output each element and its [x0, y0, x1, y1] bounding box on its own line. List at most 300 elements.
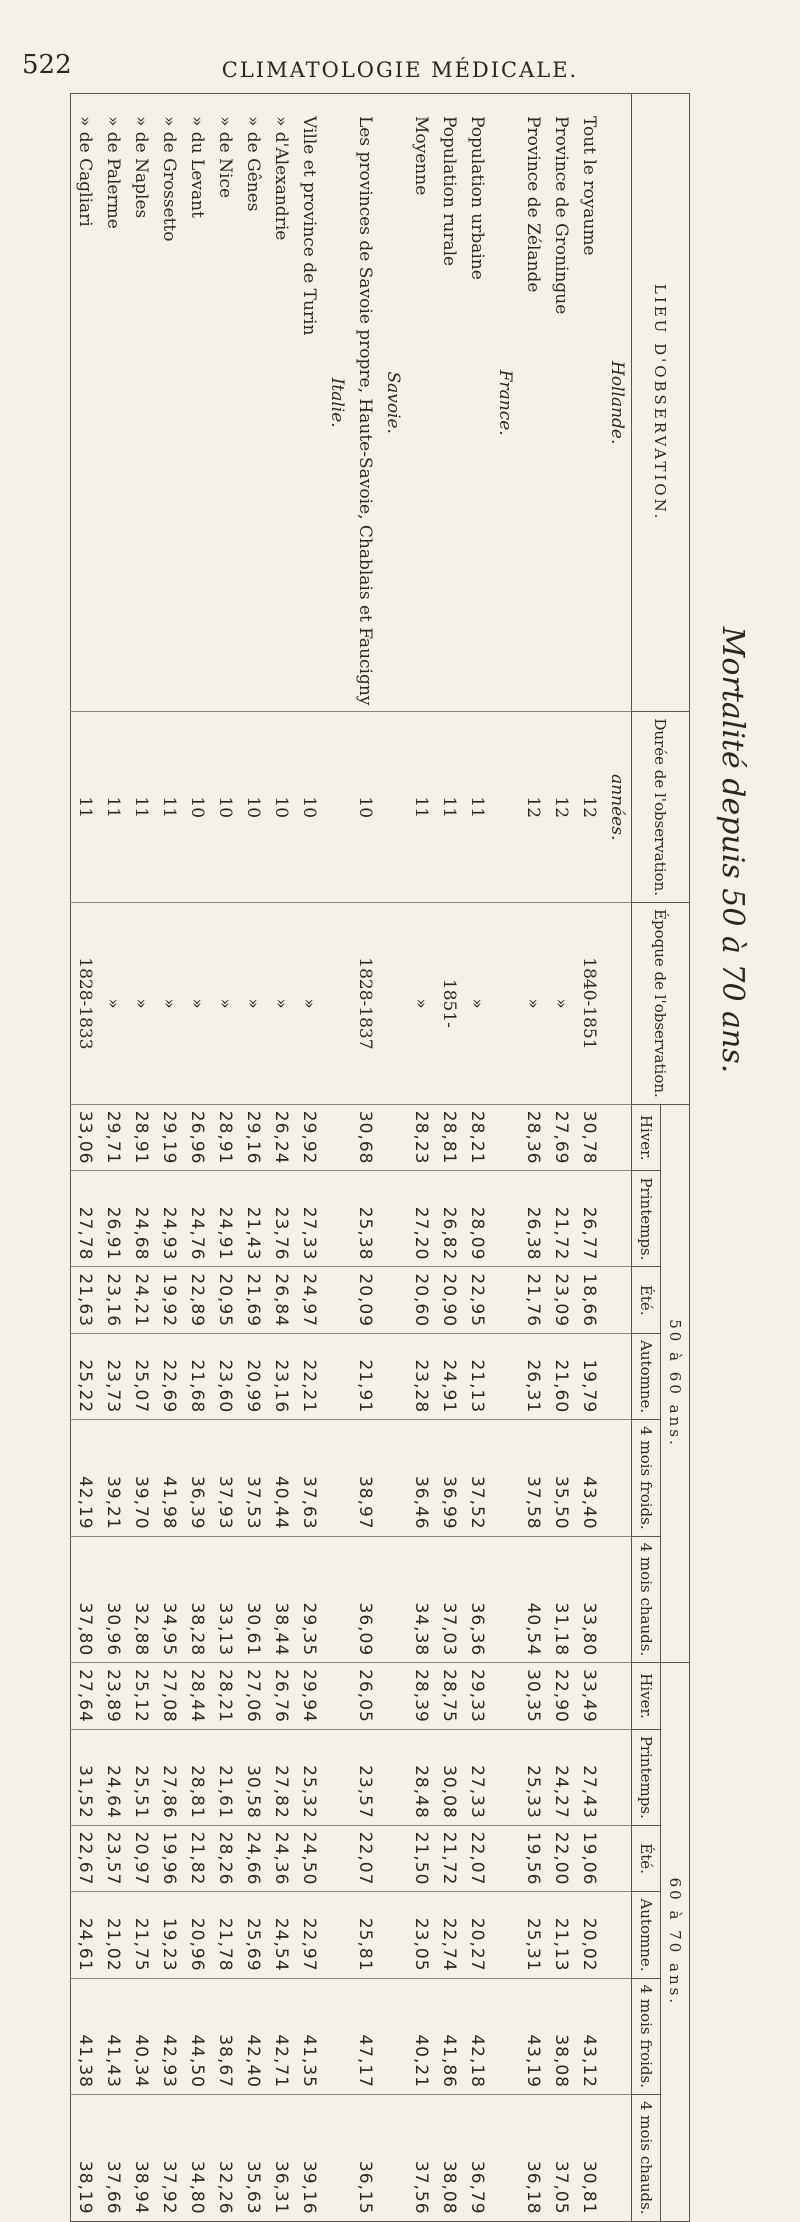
row-value: 22,07 — [463, 1825, 491, 1892]
row-value: 38,08 — [547, 1978, 575, 2094]
row-value: 38,19 — [71, 2094, 100, 2221]
row-value: 23,16 — [99, 1267, 127, 1334]
row-value: 29,94 — [295, 1663, 323, 1730]
column-header: 4 mois froids. — [632, 1420, 661, 1536]
row-label: » de Palerme — [103, 116, 123, 229]
empty-cell — [603, 1663, 632, 1730]
row-value: 28,36 — [519, 1104, 547, 1171]
row-value: 24,68 — [127, 1171, 155, 1267]
table-row — [295, 94, 323, 2222]
row-value: 27,43 — [575, 1729, 603, 1825]
row-value: 26,24 — [267, 1104, 295, 1171]
empty-cell — [323, 1536, 351, 1663]
empty-cell — [379, 2094, 407, 2221]
empty-cell — [491, 1334, 519, 1420]
row-value: 22,00 — [547, 1825, 575, 1892]
row-value: 36,15 — [351, 2094, 379, 2221]
section-title: Italie. — [327, 377, 347, 428]
row-value: 21,72 — [547, 1171, 575, 1267]
row-epoque: » — [519, 903, 547, 1105]
row-value: 25,38 — [351, 1171, 379, 1267]
row-value: 37,53 — [239, 1420, 267, 1536]
row-value: 26,84 — [267, 1267, 295, 1334]
row-value: 38,08 — [435, 2094, 463, 2221]
row-value: 40,44 — [267, 1420, 295, 1536]
empty-cell — [323, 1420, 351, 1536]
row-value: 23,28 — [407, 1334, 435, 1420]
section-row — [603, 94, 632, 2222]
row-epoque: » — [463, 903, 491, 1105]
annees-label — [491, 712, 519, 903]
empty-cell — [323, 903, 351, 1105]
row-epoque: » — [267, 903, 295, 1105]
row-value: 36,39 — [183, 1420, 211, 1536]
row-value: 27,86 — [155, 1729, 183, 1825]
header-group-60-70: 60 à 70 ans. — [661, 1663, 690, 2221]
row-value: 29,16 — [239, 1104, 267, 1171]
empty-cell — [379, 1663, 407, 1730]
side-title: Mortalité depuis 50 à 70 ans. — [715, 626, 750, 1074]
section-title: Savoie. — [383, 371, 403, 434]
row-duree: 11 — [99, 712, 127, 903]
empty-cell — [491, 1420, 519, 1536]
row-value: 38,67 — [211, 1978, 239, 2094]
empty-cell — [323, 1334, 351, 1420]
table-row — [155, 94, 183, 2222]
column-header: Automne. — [632, 1892, 661, 1978]
row-duree: 11 — [407, 712, 435, 903]
empty-cell — [603, 1420, 632, 1536]
row-value: 37,92 — [155, 2094, 183, 2221]
row-value: 32,26 — [211, 2094, 239, 2221]
row-value: 39,70 — [127, 1420, 155, 1536]
row-value: 29,35 — [295, 1536, 323, 1663]
row-value: 36,31 — [267, 2094, 295, 2221]
column-header: 4 mois froids. — [632, 1978, 661, 2094]
row-value: 30,78 — [575, 1104, 603, 1171]
empty-cell — [491, 1892, 519, 1978]
row-value: 20,09 — [351, 1267, 379, 1334]
row-epoque: 1828-1837 — [351, 903, 379, 1105]
table-row — [575, 94, 603, 2222]
empty-cell — [491, 1171, 519, 1267]
row-duree: 12 — [575, 712, 603, 903]
row-value: 23,60 — [211, 1334, 239, 1420]
column-header: Automne. — [632, 1334, 661, 1420]
row-value: 36,99 — [435, 1420, 463, 1536]
row-value: 22,90 — [547, 1663, 575, 1730]
row-value: 24,50 — [295, 1825, 323, 1892]
empty-cell — [379, 1420, 407, 1536]
row-value: 25,32 — [295, 1729, 323, 1825]
row-value: 26,31 — [519, 1334, 547, 1420]
row-duree: 10 — [239, 712, 267, 903]
row-value: 20,02 — [575, 1892, 603, 1978]
column-header: Été. — [632, 1267, 661, 1334]
row-value: 28,21 — [211, 1663, 239, 1730]
row-value: 25,81 — [351, 1892, 379, 1978]
empty-cell — [603, 1825, 632, 1892]
row-label: » de Naples — [131, 116, 151, 219]
row-epoque: » — [547, 903, 575, 1105]
row-value: 30,68 — [351, 1104, 379, 1171]
row-value: 27,78 — [71, 1171, 100, 1267]
row-epoque: » — [183, 903, 211, 1105]
row-value: 26,05 — [351, 1663, 379, 1730]
row-value: 24,36 — [267, 1825, 295, 1892]
row-value: 28,81 — [183, 1729, 211, 1825]
row-value: 28,26 — [211, 1825, 239, 1892]
row-value: 34,95 — [155, 1536, 183, 1663]
row-value: 19,96 — [155, 1825, 183, 1892]
table-row — [547, 94, 575, 2222]
header-epoque: Époque de l'observation. — [632, 903, 690, 1105]
row-value: 43,19 — [519, 1978, 547, 2094]
row-value: 38,44 — [267, 1536, 295, 1663]
row-value: 30,61 — [239, 1536, 267, 1663]
row-value: 25,22 — [71, 1334, 100, 1420]
empty-cell — [323, 2094, 351, 2221]
row-value: 30,81 — [575, 2094, 603, 2221]
row-value: 25,31 — [519, 1892, 547, 1978]
row-value: 26,91 — [99, 1171, 127, 1267]
row-value: 24,76 — [183, 1171, 211, 1267]
empty-cell — [491, 1663, 519, 1730]
section-row — [379, 94, 407, 2222]
row-value: 43,12 — [575, 1978, 603, 2094]
table-row — [239, 94, 267, 2222]
row-value: 21,43 — [239, 1171, 267, 1267]
row-label: Les provinces de Savoie propre, Haute-Savoie, Chablais et Faucigny — [355, 116, 375, 706]
row-value: 33,49 — [575, 1663, 603, 1730]
row-value: 20,95 — [211, 1267, 239, 1334]
empty-cell — [603, 1729, 632, 1825]
empty-cell — [379, 1729, 407, 1825]
row-value: 41,35 — [295, 1978, 323, 2094]
row-value: 30,35 — [519, 1663, 547, 1730]
row-value: 21,78 — [211, 1892, 239, 1978]
row-value: 19,92 — [155, 1267, 183, 1334]
table-row — [463, 94, 491, 2222]
row-value: 47,17 — [351, 1978, 379, 2094]
row-label: » de Grossetto — [159, 116, 179, 242]
section-title: Hollande. — [607, 361, 627, 445]
row-value: 41,43 — [99, 1978, 127, 2094]
row-duree: 10 — [211, 712, 239, 903]
row-value: 23,57 — [351, 1729, 379, 1825]
row-label: Moyenne — [411, 116, 431, 196]
row-value: 39,16 — [295, 2094, 323, 2221]
empty-cell — [323, 1663, 351, 1730]
row-value: 28,44 — [183, 1663, 211, 1730]
annees-label — [379, 712, 407, 903]
empty-cell — [379, 1892, 407, 1978]
empty-cell — [603, 1892, 632, 1978]
row-value: 38,28 — [183, 1536, 211, 1663]
row-value: 24,66 — [239, 1825, 267, 1892]
table-row — [99, 94, 127, 2222]
row-value: 42,93 — [155, 1978, 183, 2094]
empty-cell — [603, 903, 632, 1105]
row-duree: 11 — [127, 712, 155, 903]
table-row — [71, 94, 100, 2222]
table-row — [267, 94, 295, 2222]
row-label: Ville et province de Turin — [299, 116, 319, 336]
row-duree: 10 — [295, 712, 323, 903]
row-value: 28,21 — [463, 1104, 491, 1171]
row-value: 26,77 — [575, 1171, 603, 1267]
row-value: 19,06 — [575, 1825, 603, 1892]
table-row — [211, 94, 239, 2222]
row-epoque: 1828-1833 — [71, 903, 100, 1105]
row-value: 42,40 — [239, 1978, 267, 2094]
row-value: 35,50 — [547, 1420, 575, 1536]
row-value: 22,69 — [155, 1334, 183, 1420]
column-header: Hiver. — [632, 1104, 661, 1171]
empty-cell — [603, 1536, 632, 1663]
row-value: 39,21 — [99, 1420, 127, 1536]
row-value: 22,95 — [463, 1267, 491, 1334]
row-value: 25,51 — [127, 1729, 155, 1825]
empty-cell — [379, 1104, 407, 1171]
row-value: 24,93 — [155, 1171, 183, 1267]
row-value: 21,91 — [351, 1334, 379, 1420]
empty-cell — [603, 1267, 632, 1334]
annees-label — [323, 712, 351, 903]
row-epoque: 1851- — [435, 903, 463, 1105]
column-header: Printemps. — [632, 1171, 661, 1267]
empty-cell — [603, 1334, 632, 1420]
row-value: 21,75 — [127, 1892, 155, 1978]
row-value: 23,09 — [547, 1267, 575, 1334]
row-duree: 10 — [267, 712, 295, 903]
row-duree: 11 — [155, 712, 183, 903]
row-value: 24,64 — [99, 1729, 127, 1825]
row-value: 33,06 — [71, 1104, 100, 1171]
row-value: 27,64 — [71, 1663, 100, 1730]
empty-cell — [379, 1171, 407, 1267]
empty-cell — [491, 1267, 519, 1334]
empty-cell — [491, 1825, 519, 1892]
row-value: 25,07 — [127, 1334, 155, 1420]
row-value: 24,61 — [71, 1892, 100, 1978]
row-value: 28,81 — [435, 1104, 463, 1171]
row-value: 29,33 — [463, 1663, 491, 1730]
page-number: 522 — [22, 50, 72, 80]
row-value: 21,76 — [519, 1267, 547, 1334]
row-duree: 11 — [435, 712, 463, 903]
row-value: 21,63 — [71, 1267, 100, 1334]
row-value: 25,69 — [239, 1892, 267, 1978]
row-value: 36,79 — [463, 2094, 491, 2221]
row-value: 36,18 — [519, 2094, 547, 2221]
row-value: 42,71 — [267, 1978, 295, 2094]
row-value: 21,72 — [435, 1825, 463, 1892]
row-value: 20,96 — [183, 1892, 211, 1978]
row-label: Province de Zélande — [523, 116, 543, 293]
running-head: CLIMATOLOGIE MÉDICALE. — [221, 58, 579, 82]
row-epoque: » — [295, 903, 323, 1105]
empty-cell — [379, 1978, 407, 2094]
row-epoque: » — [407, 903, 435, 1105]
section-title: France. — [495, 369, 515, 436]
empty-cell — [379, 1334, 407, 1420]
empty-cell — [323, 1171, 351, 1267]
row-value: 34,38 — [407, 1536, 435, 1663]
row-value: 24,21 — [127, 1267, 155, 1334]
row-value: 37,63 — [295, 1420, 323, 1536]
header-lieu: LIEU D'OBSERVATION. — [632, 94, 690, 712]
header-group-50-60: 50 à 60 ans. — [661, 1104, 690, 1662]
header-duree: Durée de l'observation. — [632, 712, 690, 903]
mortality-table-wrapper — [70, 93, 690, 2222]
empty-cell — [491, 2094, 519, 2221]
row-value: 20,90 — [435, 1267, 463, 1334]
row-value: 25,33 — [519, 1729, 547, 1825]
row-label: Population rurale — [439, 116, 459, 267]
row-value: 27,20 — [407, 1171, 435, 1267]
row-value: 32,88 — [127, 1536, 155, 1663]
empty-cell — [491, 1104, 519, 1171]
empty-cell — [323, 1892, 351, 1978]
row-value: 40,54 — [519, 1536, 547, 1663]
row-value: 33,80 — [575, 1536, 603, 1663]
empty-cell — [379, 903, 407, 1105]
empty-cell — [323, 1104, 351, 1171]
row-value: 29,19 — [155, 1104, 183, 1171]
column-header: Été. — [632, 1825, 661, 1892]
row-label: » de Nice — [215, 116, 235, 199]
row-value: 29,92 — [295, 1104, 323, 1171]
row-value: 42,19 — [71, 1420, 100, 1536]
empty-cell — [491, 1729, 519, 1825]
row-value: 27,82 — [267, 1729, 295, 1825]
section-row — [491, 94, 519, 2222]
annees-label: années. — [603, 712, 632, 903]
row-value: 22,97 — [295, 1892, 323, 1978]
row-value: 37,56 — [407, 2094, 435, 2221]
row-value: 37,66 — [99, 2094, 127, 2221]
row-value: 23,16 — [267, 1334, 295, 1420]
row-value: 22,74 — [435, 1892, 463, 1978]
row-value: 21,60 — [547, 1334, 575, 1420]
row-value: 19,79 — [575, 1334, 603, 1420]
row-epoque: » — [127, 903, 155, 1105]
row-value: 31,18 — [547, 1536, 575, 1663]
row-value: 21,13 — [463, 1334, 491, 1420]
row-duree: 12 — [519, 712, 547, 903]
row-value: 21,82 — [183, 1825, 211, 1892]
row-label: Tout le royaume — [579, 116, 599, 256]
row-value: 28,75 — [435, 1663, 463, 1730]
row-value: 41,86 — [435, 1978, 463, 2094]
row-label: » du Levant — [187, 116, 207, 218]
table-row — [183, 94, 211, 2222]
row-value: 30,08 — [435, 1729, 463, 1825]
row-value: 21,61 — [211, 1729, 239, 1825]
row-epoque: » — [239, 903, 267, 1105]
row-value: 26,96 — [183, 1104, 211, 1171]
row-value: 26,38 — [519, 1171, 547, 1267]
empty-cell — [379, 1536, 407, 1663]
table-row — [127, 94, 155, 2222]
empty-cell — [491, 903, 519, 1105]
row-value: 38,94 — [127, 2094, 155, 2221]
row-value: 24,97 — [295, 1267, 323, 1334]
row-value: 29,71 — [99, 1104, 127, 1171]
empty-cell — [323, 1825, 351, 1892]
row-value: 27,33 — [463, 1729, 491, 1825]
row-duree: 10 — [183, 712, 211, 903]
column-header: 4 mois chauds. — [632, 2094, 661, 2221]
row-value: 18,66 — [575, 1267, 603, 1334]
row-label: Population urbaine — [467, 116, 487, 280]
row-value: 36,46 — [407, 1420, 435, 1536]
empty-cell — [603, 2094, 632, 2221]
row-value: 30,96 — [99, 1536, 127, 1663]
row-value: 24,54 — [267, 1892, 295, 1978]
row-value: 28,39 — [407, 1663, 435, 1730]
row-value: 37,93 — [211, 1420, 239, 1536]
row-epoque: 1840-1851 — [575, 903, 603, 1105]
row-value: 23,57 — [99, 1825, 127, 1892]
empty-cell — [603, 1171, 632, 1267]
row-value: 37,52 — [463, 1420, 491, 1536]
row-value: 19,23 — [155, 1892, 183, 1978]
row-value: 30,58 — [239, 1729, 267, 1825]
table-row — [435, 94, 463, 2222]
row-value: 25,12 — [127, 1663, 155, 1730]
empty-cell — [323, 1729, 351, 1825]
empty-cell — [379, 1825, 407, 1892]
row-duree: 12 — [547, 712, 575, 903]
row-value: 23,89 — [99, 1663, 127, 1730]
row-epoque: » — [155, 903, 183, 1105]
row-value: 37,80 — [71, 1536, 100, 1663]
row-value: 37,05 — [547, 2094, 575, 2221]
column-header: Hiver. — [632, 1663, 661, 1730]
row-value: 24,91 — [211, 1171, 239, 1267]
row-value: 44,50 — [183, 1978, 211, 2094]
row-value: 19,56 — [519, 1825, 547, 1892]
empty-cell — [603, 1978, 632, 2094]
row-label: » d'Alexandrie — [271, 116, 291, 241]
row-value: 27,33 — [295, 1171, 323, 1267]
row-value: 40,34 — [127, 1978, 155, 2094]
empty-cell — [603, 1104, 632, 1171]
row-value: 26,82 — [435, 1171, 463, 1267]
row-value: 26,76 — [267, 1663, 295, 1730]
row-value: 22,21 — [295, 1334, 323, 1420]
row-value: 21,02 — [99, 1892, 127, 1978]
section-row — [323, 94, 351, 2222]
row-value: 20,99 — [239, 1334, 267, 1420]
column-header: Printemps. — [632, 1729, 661, 1825]
row-value: 22,89 — [183, 1267, 211, 1334]
row-label: Province de Groningue — [551, 116, 571, 315]
row-value: 37,03 — [435, 1536, 463, 1663]
empty-cell — [491, 1536, 519, 1663]
row-value: 28,91 — [211, 1104, 239, 1171]
table-row — [351, 94, 379, 2222]
row-value: 22,67 — [71, 1825, 100, 1892]
row-value: 20,97 — [127, 1825, 155, 1892]
row-value: 43,40 — [575, 1420, 603, 1536]
row-value: 27,06 — [239, 1663, 267, 1730]
row-value: 41,38 — [71, 1978, 100, 2094]
row-duree: 10 — [351, 712, 379, 903]
row-value: 23,76 — [267, 1171, 295, 1267]
